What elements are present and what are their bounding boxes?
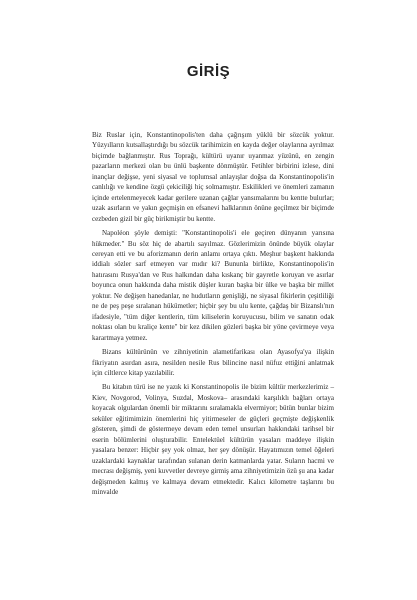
paragraph: Biz Ruslar için, Konstantinopolis'ten daha çağrışım yüklü bir sözcük yoktur. Yüzyılların kutsallaştırdığı bu sözcük tarihimizin en kayda değer olaylarına ayrılmaz biçimde bağlanmıştır. Rus Toprağı, kültürü uyanır uyanmaz yüzünü, en zengin pazarların merkezi olan bu ünlü başkente dönmüştür. Fetihler birbirini izlese, dini inançlar değişse, yeni siyasal ve toplumsal anlayışlar doğsa da Konstantinopolis'in canlılığı ve kendine özgü çekiciliği hiç solmamıştır. Eskilikleri ve önemleri zamanın içinde ertelenmeyecek kadar gerilere uzanan çağlar yansımalarını bu kentte bulurlar; uzak asırların ve yakın geçmişin en efsanevi halklarının önüne geçilmez bir biçimde cezbeden gizil bir güç birikmiştir bu kentte. [92, 131, 334, 223]
paragraph: Bu kitabın türü ise ne yazık ki Konstantinopolis ile bizim kültür merkezlerimiz –Kiev, Novgorod, Volinya, Suzdal, Moskova– arasındaki karşılıklı bağları ortaya koyacak olgulardan önemli bir miktarını sıralamakla elvermiyor; bütün bunlar bizim seküler eğitimimizin önemlerini hiç yitirmeseler de güçleri geçmişte değişkenlik gösteren, şimdi de göstermeye devam eden temel unsurları hakkındaki tarihsel bir eserin bölümlerini oluşturabilir. Entelektüel kültürün yasaları maddeye ilişkin yasalara benzer: Hiçbir şey yok olmaz, her şey dönüşür. Hayatımızın temel öğeleri uzaklardaki kaynaklar tarafından sulanan derin katmanlarda yatar. Suların hacmi ve mecrası değişmiş, yeni kuvvetler devreye girmiş ama zihniyetimizin özü şu ana kadar değişmeden kalmış ve kalmaya devam etmektedir. Kalıcı kilometre taşlarını bu minvalde [92, 383, 334, 496]
paragraph: Napoléon şöyle demişti: "Konstantinopolis'i ele geçiren dünyanın yarısına hükmeder." Bu söz hiç de abartılı sayılmaz. Gözlerimizin önünde büyük olaylar cereyan etti ve bu aforizmanın derin anlamı ortaya çıktı. Meşhur başkent hakkında iddialı sözler sarf etmeyen var mıdır ki? Bununla birlikte, Konstantinopolis'in hatırasını Rusya'dan ve Rus halkından daha kıskanç bir gayretle koruyan ve asırlar boyunca onun hakkında daha mistik düşler kuran başka bir ülke ve başka bir millet yoktur. Ne değişen hanedanlar, ne hudutların genişliği, ne siyasal fikirlerin çeşitliliği ne de peş peşe sıralanan hükümetler; hiçbir şey bu ulu kente, çağdaş bir Bizanslı'nın ifadesiyle, "tüm diğer kentlerin, tüm kiliselerin koruyucusu, bilim ve sanatın odak noktası olan bu kraliçe kente" bir kez dikilen gözleri başka bir yöne çevirmeye veya karartmaya yetmez. [92, 229, 334, 342]
body-text [92, 130, 334, 501]
chapter-heading: GİRİŞ [186, 63, 231, 80]
paragraph: Bizans kültürünün ve zihniyetinin alametifarikası olan Ayasofya'ya ilişkin fikriyatın asırdan asıra, nesilden nesile Rus bilincine nasıl nüfuz ettiğini anlatmak için ciltlerce kitap yazılabilir. [92, 348, 334, 377]
